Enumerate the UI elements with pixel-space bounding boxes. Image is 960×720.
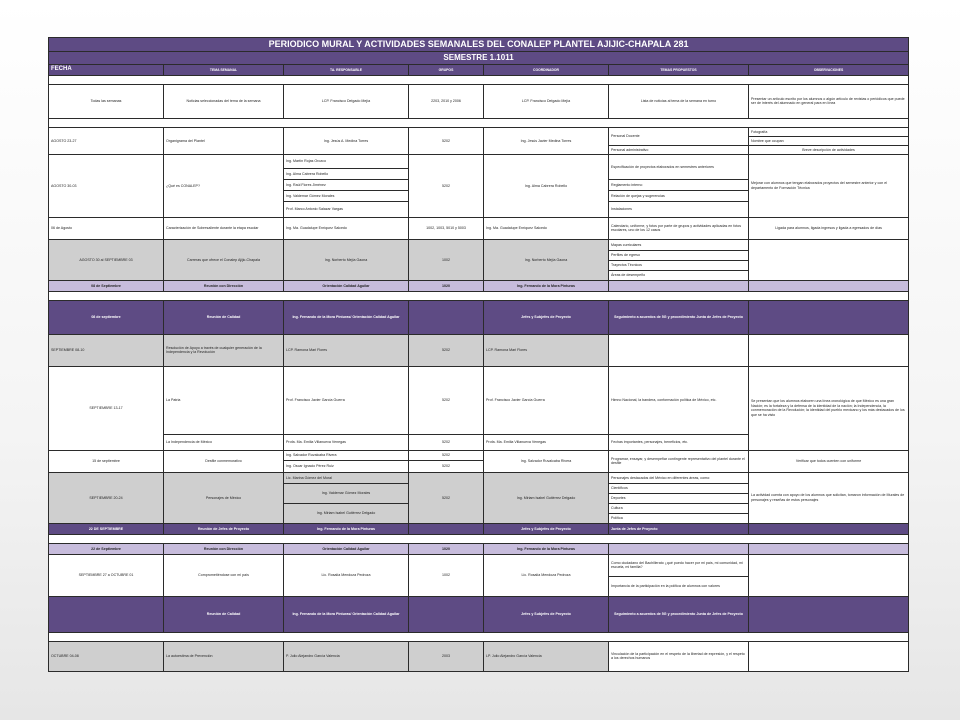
row-coordinador: Ing. Alma Cabrera Robello [484,154,609,217]
row-responsable: Ing. Fernando de la Mora Pinturas/ Orientación Calidad Aguilar [284,596,409,632]
header-coordinador: COORDINADOR [484,65,609,76]
row-grupos: 5202 [409,472,484,523]
table-row [49,154,909,168]
table-row [49,280,909,291]
row-coordinador: LCP. Francisco Delgado Mejía [484,84,609,118]
row-grupos: 5202 [409,154,484,217]
spacer-row [49,291,909,300]
row-grupos: 5202 [409,460,484,472]
row-grupos: 1002, 1003, 5010 y 5003 [409,217,484,239]
row-temas: Programar, ensayar, y desempeñar contingente representativo del plantel durante el desfile [609,450,749,472]
row-temas: Himno Nacional, la bandera, conformación política de México, etc. [609,366,749,434]
row-observaciones: La actividad cuenta con apoyo de los alumnos que solicitan, tomaron información de Murales de personajes y reseñas de estos personajes [749,472,909,523]
row-fecha: AGOSTO 30 al SEPTIEMBRE 03 [49,239,164,280]
row-responsable: LCP. Francisco Delgado Mejía [284,84,409,118]
row-grupos: 5202 [409,334,484,366]
row-coordinador: LP. Julio Alejandro García Valencia [484,641,609,671]
row-responsable: P. Julio Alejandro García Valencia [284,641,409,671]
row-tema: La Patria [164,366,284,434]
row-tema-propuesto: Política [609,513,749,523]
row-tema-propuesto: Personal Docente [609,127,749,145]
row-fecha: 22 DE SEPTIEMBRE [49,523,164,534]
row-fecha: Todas las semanas [49,84,164,118]
row-temas [609,334,749,366]
row-tema-propuesto: Científicos [609,483,749,493]
row-tema-propuesto: Especificación de proyectos elaborados en semestres anteriores [609,154,749,179]
row-tema: Reunión con Dirección [164,280,284,291]
row-responsable: Ing. Raúl Flores Jiménez [284,179,409,190]
row-fecha: 08 de septiembre [49,300,164,334]
row-grupos: 1020 [409,280,484,291]
row-responsable: Orientación Calidad Aguilar [284,543,409,554]
row-observacion: Nombre que ocupan [749,136,909,145]
row-tema: Reunión con Dirección [164,543,284,554]
row-responsable: Ing. Salvador Ruvalcaba Rivera [284,450,409,460]
table-row [49,543,909,554]
row-responsable: Profa. Ma. Emilia Villanueva Venegas [284,434,409,450]
row-responsable: Ing. Norberto Mejía Gaona [284,239,409,280]
title-row [49,38,909,52]
row-responsable: Ing. Jesús A. Medina Torres [284,127,409,154]
row-grupos: 5202 [409,450,484,460]
semester-label: SEMESTRE 1.1011 [49,52,909,65]
row-tema-propuesto: Personal administrativo [609,145,749,154]
row-tema-propuesto: Perfiles de egreso [609,250,749,260]
row-tema: Noticias seleccionadas del tema de la semana [164,84,284,118]
row-responsable: Ing. Valdemar Gómez Morales [284,190,409,201]
table-row [49,84,909,118]
row-observacion: Breve descripción de actividades [749,145,909,154]
row-tema: Reunión de Calidad [164,300,284,334]
header-grupos: GRUPOS [409,65,484,76]
table-row [49,127,909,136]
spacer-row [49,534,909,543]
row-grupos [409,300,484,334]
row-coordinador: Ing. Fernando de la Mora Pinturas [484,543,609,554]
table-row [49,300,909,334]
row-tema: Organigrama del Plantel [164,127,284,154]
spacer-row [49,632,909,641]
row-responsable: Prof. Marco Antonio Salazar Vargas [284,201,409,217]
row-coordinador: LCP. Ramona Mari Flores [484,334,609,366]
row-observacion: Fotografía [749,127,909,136]
spacer-row [49,118,909,127]
row-observaciones: Ligada para alumnos, ligada ingresos y ligada a egresados de días [749,217,909,239]
row-grupos [409,523,484,534]
row-tema-propuesto: Áreas de desempeño [609,270,749,280]
row-tema: Personajes de México [164,472,284,523]
row-responsable: Ing. Ma. Guadalupe Enríquez Salcedo [284,217,409,239]
spacer-row [49,75,909,84]
row-responsable: Lic. Rosalía Mendoza Pedroza [284,554,409,596]
row-tema-propuesto: Mapas curriculares [609,239,749,250]
row-coordinador: Ing. Norberto Mejía Gaona [484,239,609,280]
table-row [49,366,909,434]
row-grupos: 2203, 2010 y 2006 [409,84,484,118]
row-coordinador: Jefes y Subjefes de Proyecto [484,596,609,632]
row-observaciones [749,554,909,596]
row-grupos: 5202 [409,127,484,154]
row-tema-propuesto: Cultura [609,503,749,513]
row-fecha [49,596,164,632]
row-observaciones [749,239,909,280]
row-fecha: AGOSTO 30-03 [49,154,164,217]
header-tema: TEMA SEMANAL [164,65,284,76]
column-header-row [49,65,909,76]
row-tema-propuesto: Personajes destacados del México en diferentes áreas, como: [609,472,749,483]
table-row [49,523,909,534]
row-responsable: LCP. Ramona Mari Flores [284,334,409,366]
row-fecha: AGOSTO 23-27 [49,127,164,154]
header-responsable: TA. RESPONSABLE [284,65,409,76]
header-observaciones: OBSERVACIONES [749,65,909,76]
row-responsable: Ing. Alma Cabrera Robello [284,168,409,179]
row-temas: Seguimiento a acuerdos de 5G y procedimiento Junta de Jefes de Proyecto [609,596,749,632]
row-observaciones [749,280,909,291]
row-responsable: Ing. Fernando de la Mora Pinturas/ Orientación Calidad Aguilar [284,300,409,334]
row-observaciones: Verificar que todos cuenten con uniforme [749,450,909,472]
row-responsable: Ing. Miriam Isabel Gutiérrez Delgado [284,503,409,523]
row-tema-propuesto: Reglamento interno [609,179,749,190]
row-grupos: 5202 [409,434,484,450]
row-temas: Vinculación de la participación en el respeto de la libertad de expresión, y el respeto a los derechos humanos [609,641,749,671]
row-tema: Caracterización de Sobresaliente durante la etapa escolar [164,217,284,239]
row-fecha: SEPTIEMBRE 08-10 [49,334,164,366]
row-tema-propuesto: Trayectos Técnicos [609,260,749,270]
header-temas: TEMAS PROPUESTOS [609,65,749,76]
row-responsable: Ing. Oscar Ignacio Pérez Ruiz [284,460,409,472]
row-fecha: SEPTIEMBRE 20-24 [49,472,164,523]
row-tema: Reunión de Jefes de Proyecto [164,523,284,534]
row-observaciones: Mejorar con alumnos que tengan elaborados proyectos del semestre anterior y con el departamento de Formación Técnica [749,154,909,217]
row-responsable: Orientación Calidad Aguilar [284,280,409,291]
row-coordinador: Prof. Francisco Javier García Guerra [484,366,609,434]
row-tema: La Independencia de México [164,434,284,450]
row-tema-propuesto: Deportes [609,493,749,503]
row-fecha: SEPTIEMBRE 13-17 [49,366,164,450]
row-temas [609,543,749,554]
row-tema: Reunión de Calidad [164,596,284,632]
row-responsable: Ing. Valdemar Gómez Morales [284,483,409,503]
row-fecha: OCTUBRE 04-08 [49,641,164,671]
row-observaciones [749,334,909,366]
row-tema: Desfile conmemorativo [164,450,284,472]
row-coordinador: Lic. Rosalía Mendoza Pedroza [484,554,609,596]
table-row [49,217,909,239]
header-fecha: FECHA [49,65,164,76]
row-tema: La autoestima de Prevención [164,641,284,671]
row-temas: Seguimiento a acuerdos de 5G y procedimiento Junta de Jefes de Proyecto [609,300,749,334]
row-observaciones [749,641,909,671]
row-grupos: 1002 [409,554,484,596]
row-coordinador: Jefes y Subjefes de Proyecto [484,523,609,534]
row-tema: Resolución de Apoyo a través de cualquier generación de la Independencia y la Revolución [164,334,284,366]
row-tema-propuesto: Como ciudadano del Bachillerato ¿qué puedo hacer por mi país, mi comunidad, mi escuela, mi familia? [609,554,749,576]
row-observaciones [749,300,909,334]
row-fecha: 08 de Septiembre [49,280,164,291]
row-observaciones [749,523,909,534]
row-coordinador: Ing. Fernando de la Mora Pinturas [484,280,609,291]
row-tema: Carreras que ofrece el Conalep Ajijic-Chapala [164,239,284,280]
table-row [49,239,909,250]
row-grupos: 1020 [409,543,484,554]
table-row [49,334,909,366]
row-fecha: 15 de septiembre [49,450,164,472]
row-observaciones: Se presentan que los alumnos elaboren una línea cronológica de que México es una gran Nación; es la fortaleza y la defensa de la identidad de la nación; la Independencia, la conmemoración de la Revolución; la identidad del pueblo mexicano y los más destacados de los que se ha visto [749,366,909,450]
row-grupos: 2003 [409,641,484,671]
table-row [49,596,909,632]
row-coordinador: Ing. Ma. Guadalupe Enríquez Salcedo [484,217,609,239]
row-grupos [409,596,484,632]
row-coordinador: Ing. Jesús Javier Medina Torres [484,127,609,154]
page-title: PERIODICO MURAL Y ACTIVIDADES SEMANALES DEL CONALEP PLANTEL AJIJIC-CHAPALA 281 [49,38,909,52]
row-coordinador: Ing. Miriam Isabel Gutiérrez Delgado [484,472,609,523]
row-observaciones [749,543,909,554]
row-coordinador: Jefes y Subjefes de Proyecto [484,300,609,334]
table-row [49,472,909,483]
row-temas: Fechas importantes, personajes, beneficios, etc. [609,434,749,450]
activities-table [48,37,909,672]
row-tema-propuesto: Instalaciones [609,201,749,217]
row-temas: Calendario, uniforme, y fotos por parte de grupos y actividades aplicadas en fotos escolares, uno de los 12 casos [609,217,749,239]
row-coordinador: Ing. Salvador Ruvalcaba Rivera [484,450,609,472]
row-responsable: Ing. Martín Rojas Orozco [284,154,409,168]
row-temas: Junta de Jefes de Proyecto [609,523,749,534]
row-tema: Comprometiéndose con mi país [164,554,284,596]
table-row [49,554,909,576]
row-observaciones [749,596,909,632]
row-responsable: Lic. Marina Gómez del Moral [284,472,409,483]
row-responsable: Ing. Fernando de la Mora Pinturas [284,523,409,534]
row-coordinador: Profa. Ma. Emilia Villanueva Venegas [484,434,609,450]
row-tema-propuesto: Importancia de la participación en la política de alumnos con valores [609,576,749,596]
table-row [49,450,909,460]
row-fecha: 06 de Agosto [49,217,164,239]
semester-row [49,52,909,65]
row-tema-propuesto: Relación de quejas y sugerencias [609,190,749,201]
table-row [49,641,909,671]
row-grupos: 1002 [409,239,484,280]
row-observaciones: Presentar un artículo escrito por los alumnos o algún artículo de revistas o periódicos que puede ser de interés del alumnado en general para en línea [749,84,909,118]
row-temas [609,280,749,291]
row-fecha: 22 de Septiembre [49,543,164,554]
row-fecha: SEPTIEMBRE 27 a OCTUBRE 01 [49,554,164,596]
row-tema: ¿Qué es CONALEP? [164,154,284,217]
row-temas: Lista de noticias al tema de la semana en turno [609,84,749,118]
row-grupos: 5202 [409,366,484,434]
row-responsable: Prof. Francisco Javier García Guerra [284,366,409,434]
